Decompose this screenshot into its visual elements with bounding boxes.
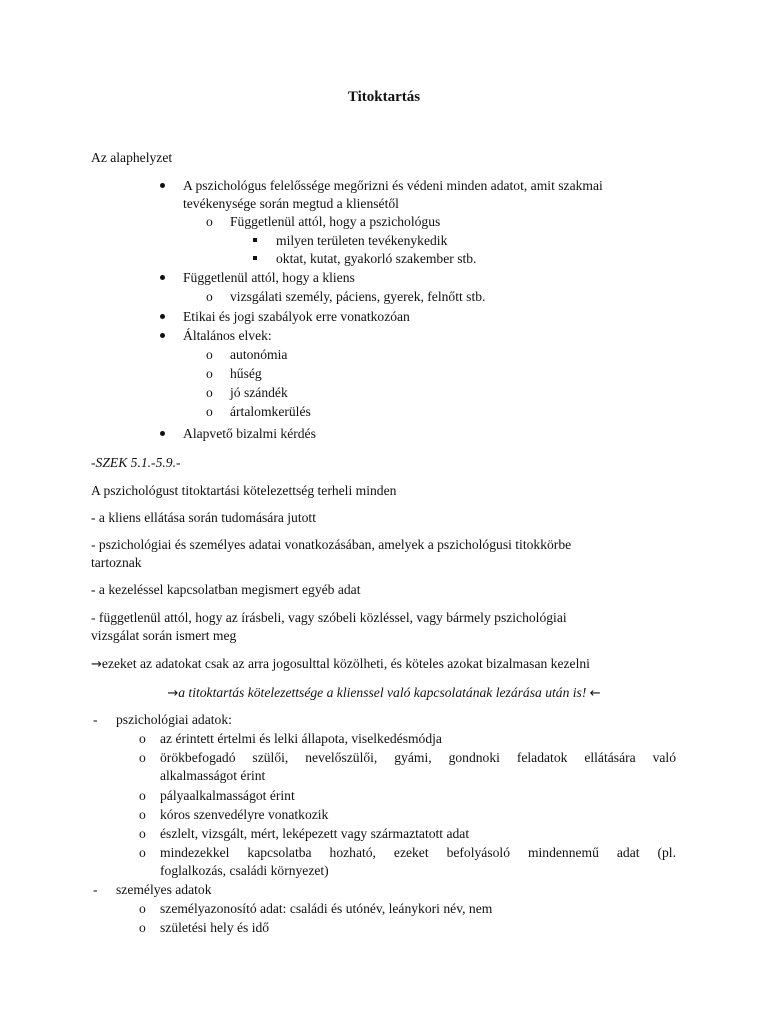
sub-bullet-marker: o	[139, 845, 146, 860]
sub-bullet-marker: o	[206, 366, 213, 381]
emphasis-note-text: a titoktartás kötelezettsége a klienssel való kapcsolatának lezárása után is!	[178, 685, 587, 700]
list-item-continued: alkalmasságot érint	[160, 768, 266, 783]
paragraph-continued: tartoznak	[91, 555, 142, 570]
sub-bullet-marker: o	[139, 788, 146, 803]
list-item: az érintett értelmi és lelki állapota, viselkedésmódja	[160, 731, 442, 746]
sub-bullet-marker: o	[206, 385, 213, 400]
bullet-text: Etikai és jogi szabályok erre vonatkozóan	[183, 309, 410, 324]
paragraph: A pszichológust titoktartási kötelezettség terheli minden	[91, 483, 397, 498]
page-title: Titoktartás	[347, 89, 421, 105]
sub-bullet-marker: o	[139, 731, 146, 746]
bullet-text-continued: tevékenysége során megtud a kliensétől	[183, 196, 399, 211]
paragraph-continued: vizsgálat során ismert meg	[91, 628, 237, 643]
bullet-text: A pszichológus felelőssége megőrizni és védeni minden adatot, amit szakmai	[183, 178, 603, 193]
list-heading-personal-data: személyes adatok	[116, 882, 212, 897]
paragraph: - a kliens ellátása során tudomására jutott	[91, 510, 316, 525]
sub-bullet-marker: o	[139, 750, 146, 765]
sub-sub-bullet-text: oktat, kutat, gyakorló szakember stb.	[276, 251, 477, 266]
sub-bullet-text: jó szándék	[230, 385, 288, 400]
section-heading-basics: Az alaphelyzet	[91, 150, 173, 165]
arrow-paragraph-text: ezeket az adatokat csak az arra jogosulttal közölheti, és köteles azokat bizalmasan kezelni	[101, 656, 590, 671]
arrow-right-icon: →	[91, 657, 102, 672]
sub-bullet-text: vizsgálati személy, páciens, gyerek, felnőtt stb.	[230, 289, 486, 304]
arrow-left-icon: ←	[589, 686, 601, 701]
sub-bullet-marker: o	[206, 289, 213, 304]
sub-bullet-text: hűség	[230, 366, 262, 381]
dash-marker: -	[93, 882, 98, 897]
dash-marker: -	[93, 712, 98, 727]
bullet-text: Alapvető bizalmi kérdés	[183, 426, 316, 441]
arrow-paragraph	[91, 655, 590, 674]
list-item: kóros szenvedélyre vonatkozik	[160, 807, 329, 822]
sub-bullet-marker: o	[139, 807, 146, 822]
list-item: születési hely és idő	[160, 920, 270, 935]
list-item: örökbefogadó szülői, nevelőszülői, gyámi, gondnoki feladatok ellátására való	[160, 750, 676, 765]
list-item: észlelt, vizsgált, mért, leképezett vagy származtatott adat	[160, 826, 470, 841]
arrow-right-icon: →	[167, 686, 179, 701]
list-heading-psychological-data: pszichológiai adatok:	[116, 712, 232, 727]
sub-sub-bullet-text: milyen területen tevékenykedik	[276, 233, 448, 248]
paragraph: - függetlenül attól, hogy az írásbeli, vagy szóbeli közléssel, vagy bármely pszichológiai	[91, 610, 567, 625]
code-reference: -SZEK 5.1.-5.9.-	[91, 455, 181, 470]
sub-bullet-marker: o	[139, 826, 146, 841]
bullet-text: Függetlenül attól, hogy a kliens	[183, 270, 355, 285]
emphasis-note	[0, 684, 768, 703]
list-item: személyazonosító adat: családi és utónév, leánykori név, nem	[160, 901, 493, 916]
sub-bullet-text: autonómia	[230, 347, 288, 362]
sub-bullet-marker: o	[139, 920, 146, 935]
list-item-continued: foglalkozás, családi környezet)	[160, 863, 329, 878]
sub-bullet-marker: o	[139, 901, 146, 916]
bullet-text: Általános elvek:	[183, 328, 272, 343]
list-item: pályaalkalmasságot érint	[160, 788, 295, 803]
paragraph: - a kezeléssel kapcsolatban megismert egyéb adat	[91, 582, 361, 597]
sub-bullet-marker: o	[206, 214, 213, 229]
list-item: mindezekkel kapcsolatba hozható, ezeket befolyásoló mindennemű adat (pl.	[160, 845, 676, 860]
sub-bullet-marker: o	[206, 347, 213, 362]
sub-bullet-marker: o	[206, 404, 213, 419]
paragraph: - pszichológiai és személyes adatai vonatkozásában, amelyek a pszichológusi titokkörbe	[91, 537, 572, 552]
sub-bullet-text: Függetlenül attól, hogy a pszichológus	[230, 214, 441, 229]
sub-bullet-text: ártalomkerülés	[230, 404, 311, 419]
